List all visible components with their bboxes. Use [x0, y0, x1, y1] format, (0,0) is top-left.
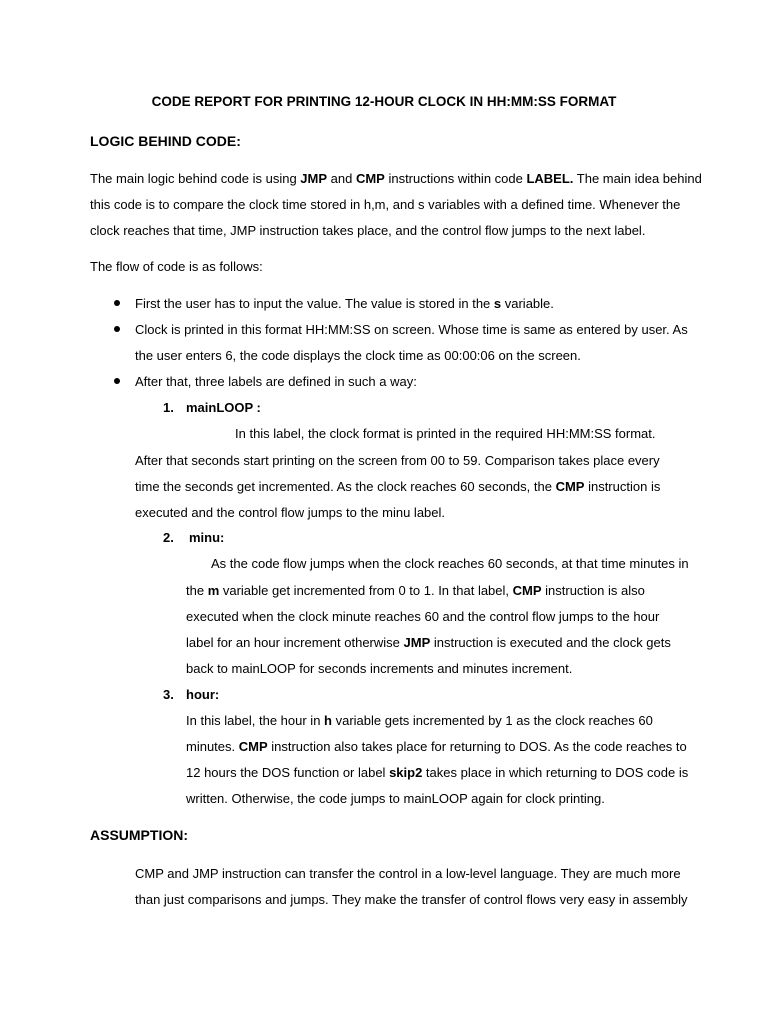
- bullet-2-line-2: the user enters 6, the code displays the clock time as 00:00:06 on the screen.: [135, 348, 581, 363]
- item-1-line-1: In this label, the clock format is printed in the required HH:MM:SS format.: [235, 426, 656, 441]
- item-2-line-3: executed when the clock minute reaches 60 and the control flow jumps to the hour: [186, 609, 660, 624]
- item-1-line-3: time the seconds get incremented. As the clock reaches 60 seconds, the CMP instruction is: [135, 479, 661, 494]
- logic-paragraph-line-1: The main logic behind code is using JMP and CMP instructions within code LABEL. The main idea behind: [90, 171, 702, 186]
- item-2-line-4: label for an hour increment otherwise JMP instruction is executed and the clock gets: [186, 635, 671, 650]
- bullet-1: First the user has to input the value. The value is stored in the s variable.: [135, 296, 554, 311]
- item-3-number: 3.: [163, 687, 174, 702]
- item-2-number: 2.: [163, 530, 174, 545]
- bullet-icon: [114, 326, 120, 332]
- item-3-line-4: written. Otherwise, the code jumps to mainLOOP again for clock printing.: [186, 791, 605, 806]
- item-1-title: mainLOOP :: [186, 400, 261, 415]
- item-3-line-2: minutes. CMP instruction also takes place for returning to DOS. As the code reaches to: [186, 739, 687, 754]
- bullet-2-line-1: Clock is printed in this format HH:MM:SS on screen. Whose time is same as entered by user. As: [135, 322, 688, 337]
- heading-assumption: ASSUMPTION:: [90, 827, 188, 843]
- document-title: CODE REPORT FOR PRINTING 12-HOUR CLOCK IN HH:MM:SS FORMAT: [151, 94, 617, 109]
- item-1-line-4: executed and the control flow jumps to the minu label.: [135, 505, 446, 520]
- item-2-title: minu:: [189, 530, 225, 545]
- bullet-icon: [114, 378, 120, 384]
- item-3-line-3: 12 hours the DOS function or label skip2 takes place in which returning to DOS code is: [186, 765, 689, 780]
- logic-paragraph-line-3: clock reaches that time, JMP instruction takes place, and the control flow jumps to the next label.: [90, 223, 646, 238]
- item-2-line-2: the m variable get incremented from 0 to 1. In that label, CMP instruction is also: [186, 583, 645, 598]
- item-1-line-2: After that seconds start printing on the screen from 00 to 59. Comparison takes place every: [135, 453, 660, 468]
- bullet-3: After that, three labels are defined in such a way:: [135, 374, 417, 389]
- item-1-number: 1.: [163, 400, 174, 415]
- assumption-line-2: than just comparisons and jumps. They make the transfer of control flows very easy in assembly: [135, 892, 688, 907]
- assumption-line-1: CMP and JMP instruction can transfer the control in a low-level language. They are much more: [135, 866, 681, 881]
- heading-logic: LOGIC BEHIND CODE:: [90, 133, 241, 149]
- logic-paragraph-line-2: this code is to compare the clock time stored in h,m, and s variables with a defined time. Whenever the: [90, 197, 681, 212]
- item-2-line-5: back to mainLOOP for seconds increments and minutes increment.: [186, 661, 573, 676]
- bullet-icon: [114, 300, 120, 306]
- item-2-line-1: As the code flow jumps when the clock reaches 60 seconds, at that time minutes in: [211, 556, 689, 571]
- flow-intro: The flow of code is as follows:: [90, 259, 263, 274]
- item-3-title: hour:: [186, 687, 220, 702]
- item-3-line-1: In this label, the hour in h variable gets incremented by 1 as the clock reaches 60: [186, 713, 653, 728]
